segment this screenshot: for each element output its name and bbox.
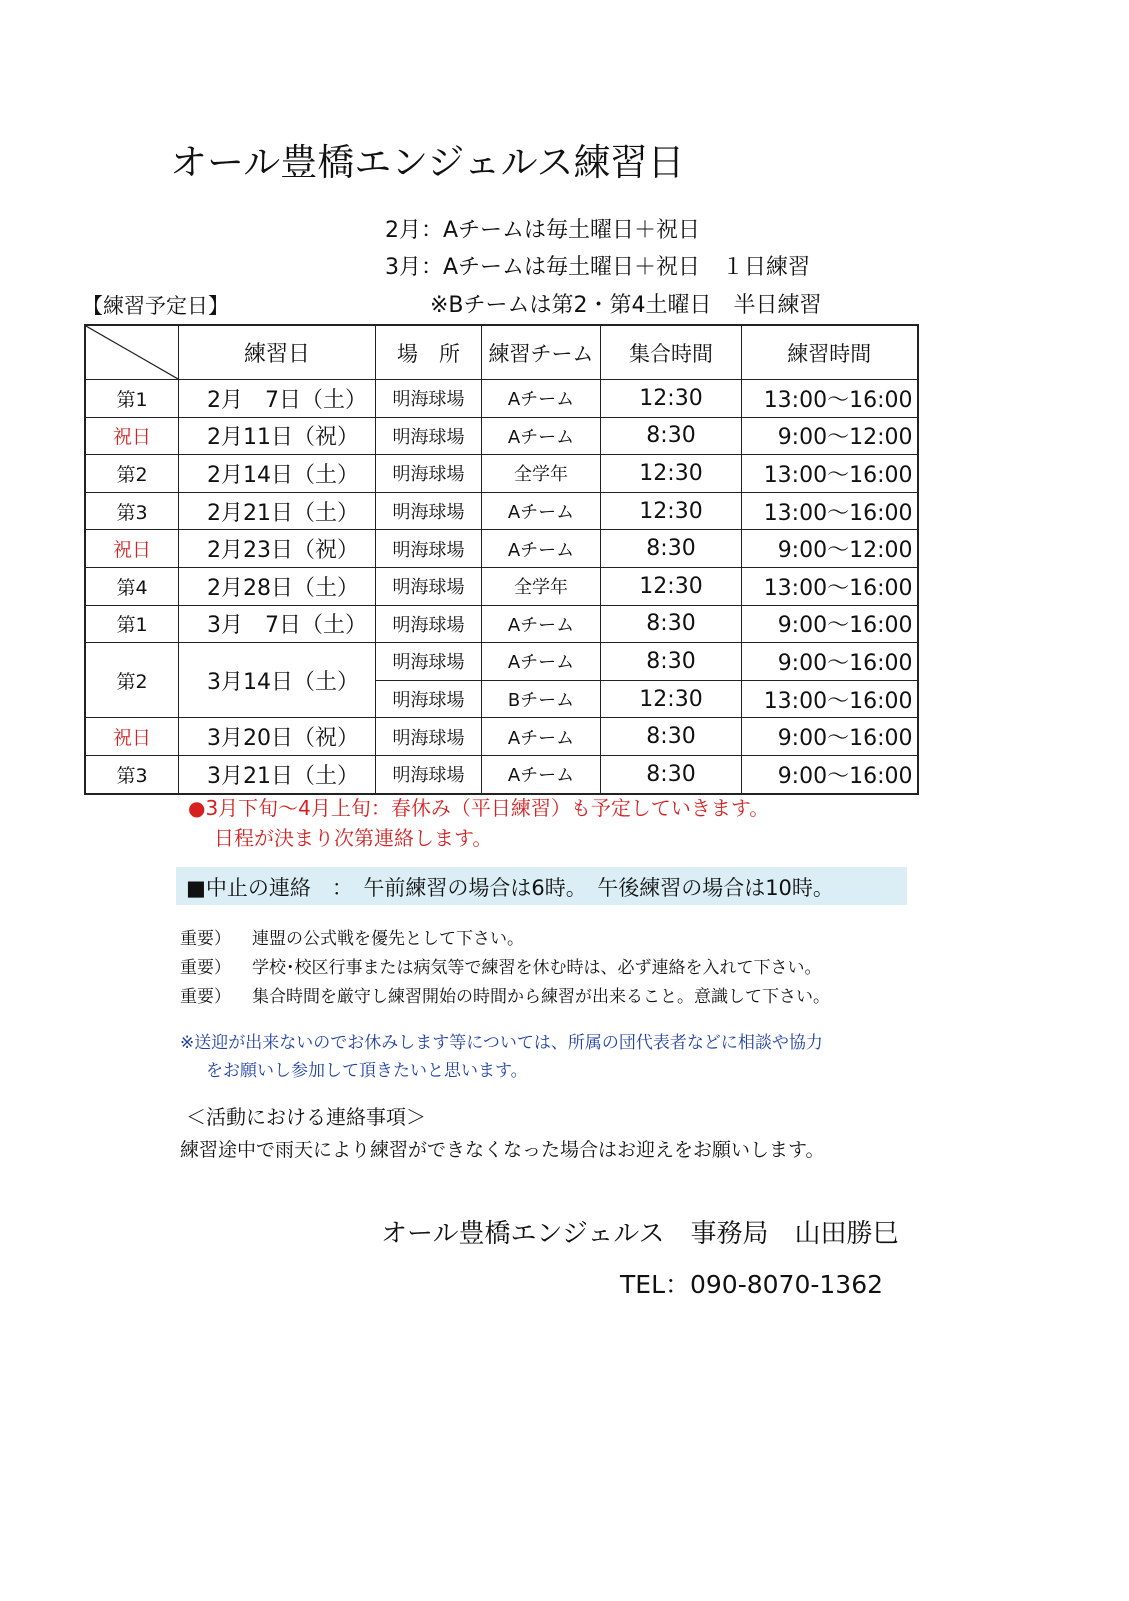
date-cell: 2月11日（祝） xyxy=(179,417,376,455)
place-cell: 明海球場 xyxy=(376,680,482,718)
team-cell: Aチーム xyxy=(482,718,601,756)
week-cell: 第4 xyxy=(85,567,179,605)
team-cell: Aチーム xyxy=(482,755,601,793)
place-cell: 明海球場 xyxy=(376,417,482,455)
activity-body: 練習途中で雨天により練習ができなくなった場合はお迎えをお願いします。 xyxy=(180,1139,825,1161)
gather-cell: 8:30 xyxy=(601,718,742,756)
time-cell: 13:00～16:00 xyxy=(742,455,918,493)
team-cell: Aチーム xyxy=(482,530,601,568)
gather-cell: 8:30 xyxy=(601,755,742,793)
date-cell: 3月14日（土） xyxy=(179,643,376,718)
table-row xyxy=(85,718,918,756)
gather-cell: 12:30 xyxy=(601,492,742,530)
time-cell: 9:00～16:00 xyxy=(742,718,918,756)
week-cell: 第2 xyxy=(85,455,179,493)
section-label: 【練習予定日】 xyxy=(82,294,229,318)
week-cell: 第3 xyxy=(85,755,179,793)
place-cell: 明海球場 xyxy=(376,718,482,756)
table-header-row xyxy=(85,325,918,380)
time-cell: 13:00～16:00 xyxy=(742,567,918,605)
team-cell: Aチーム xyxy=(482,417,601,455)
important-item xyxy=(180,953,822,978)
header-gather: 集合時間 xyxy=(601,325,742,380)
diagonal-line xyxy=(86,326,178,379)
date-cell: 2月 7日（土） xyxy=(179,380,376,418)
week-cell: 第1 xyxy=(85,380,179,418)
place-cell: 明海球場 xyxy=(376,643,482,681)
important-label: 重要） xyxy=(180,958,231,978)
table-row xyxy=(85,755,918,793)
spring-break-note: ●3月下旬～4月上旬：春休み（平日練習）も予定していきます。 xyxy=(188,796,770,820)
table-row xyxy=(85,455,918,493)
time-cell: 13:00～16:00 xyxy=(742,380,918,418)
schedule-contact-note: 日程が決まり次第連絡します。 xyxy=(214,826,493,850)
table-row xyxy=(85,380,918,418)
gather-cell: 12:30 xyxy=(601,680,742,718)
transport-note: ※送迎が出来ないのでお休みします等については、所属の団代表者などに相談や協力 xyxy=(180,1033,823,1053)
team-cell: Aチーム xyxy=(482,643,601,681)
week-cell: 祝日 xyxy=(85,718,179,756)
footer-telephone: TEL：090-8070-1362 xyxy=(620,1270,884,1299)
important-item xyxy=(180,982,830,1007)
week-cell: 祝日 xyxy=(85,530,179,568)
note-march: 3月：Aチームは毎土曜日＋祝日 １日練習 xyxy=(385,255,811,280)
header-time: 練習時間 xyxy=(742,325,918,380)
important-label: 重要） xyxy=(180,929,231,949)
important-text: 連盟の公式戦を優先として下さい。 xyxy=(252,929,524,949)
team-cell: 全学年 xyxy=(482,567,601,605)
week-cell: 第1 xyxy=(85,605,179,643)
schedule-table xyxy=(84,324,919,795)
table-row xyxy=(85,417,918,455)
place-cell: 明海球場 xyxy=(376,492,482,530)
gather-cell: 8:30 xyxy=(601,643,742,681)
activity-heading: ＜活動における連絡事項＞ xyxy=(186,1105,426,1129)
gather-cell: 12:30 xyxy=(601,567,742,605)
table-row xyxy=(85,605,918,643)
time-cell: 13:00～16:00 xyxy=(742,680,918,718)
header-date: 練習日 xyxy=(179,325,376,380)
gather-cell: 8:30 xyxy=(601,417,742,455)
place-cell: 明海球場 xyxy=(376,605,482,643)
week-cell: 第2 xyxy=(85,643,179,718)
gather-cell: 8:30 xyxy=(601,605,742,643)
place-cell: 明海球場 xyxy=(376,530,482,568)
time-cell: 9:00～16:00 xyxy=(742,643,918,681)
gather-cell: 12:30 xyxy=(601,380,742,418)
week-cell: 祝日 xyxy=(85,417,179,455)
note-b-team: ※Bチームは第2・第4土曜日 半日練習 xyxy=(430,293,822,318)
team-cell: 全学年 xyxy=(482,455,601,493)
place-cell: 明海球場 xyxy=(376,380,482,418)
cancel-notice: ■中止の連絡 ： 午前練習の場合は6時。 午後練習の場合は10時。 xyxy=(186,876,834,900)
date-cell: 3月 7日（土） xyxy=(179,605,376,643)
team-cell: Aチーム xyxy=(482,492,601,530)
important-item xyxy=(180,924,524,949)
page-title: オール豊橋エンジェルス練習日 xyxy=(170,141,685,184)
important-text: 学校･校区行事または病気等で練習を休む時は、必ず連絡を入れて下さい。 xyxy=(252,958,822,978)
header-team: 練習チーム xyxy=(482,325,601,380)
time-cell: 9:00～16:00 xyxy=(742,755,918,793)
note-february: 2月：Aチームは毎土曜日＋祝日 xyxy=(385,218,701,243)
place-cell: 明海球場 xyxy=(376,567,482,605)
important-text: 集合時間を厳守し練習開始の時間から練習が出来ること。意識して下さい。 xyxy=(252,987,830,1007)
table-row xyxy=(85,567,918,605)
place-cell: 明海球場 xyxy=(376,755,482,793)
time-cell: 9:00～16:00 xyxy=(742,605,918,643)
date-cell: 2月14日（土） xyxy=(179,455,376,493)
week-cell: 第3 xyxy=(85,492,179,530)
team-cell: Aチーム xyxy=(482,605,601,643)
time-cell: 9:00～12:00 xyxy=(742,530,918,568)
table-row xyxy=(85,643,918,681)
important-label: 重要） xyxy=(180,987,231,1007)
team-cell: Bチーム xyxy=(482,680,601,718)
date-cell: 3月21日（土） xyxy=(179,755,376,793)
footer-organization: オール豊橋エンジェルス 事務局 山田勝巳 xyxy=(381,1219,899,1249)
date-cell: 2月21日（土） xyxy=(179,492,376,530)
team-cell: Aチーム xyxy=(482,380,601,418)
place-cell: 明海球場 xyxy=(376,455,482,493)
transport-note-continued: をお願いし参加して頂きたいと思います。 xyxy=(206,1061,528,1081)
date-cell: 2月23日（祝） xyxy=(179,530,376,568)
corner-cell xyxy=(85,325,179,380)
gather-cell: 12:30 xyxy=(601,455,742,493)
time-cell: 9:00～12:00 xyxy=(742,417,918,455)
table-row xyxy=(85,492,918,530)
header-place: 場 所 xyxy=(376,325,482,380)
date-cell: 2月28日（土） xyxy=(179,567,376,605)
gather-cell: 8:30 xyxy=(601,530,742,568)
table-row xyxy=(85,530,918,568)
date-cell: 3月20日（祝） xyxy=(179,718,376,756)
time-cell: 13:00～16:00 xyxy=(742,492,918,530)
